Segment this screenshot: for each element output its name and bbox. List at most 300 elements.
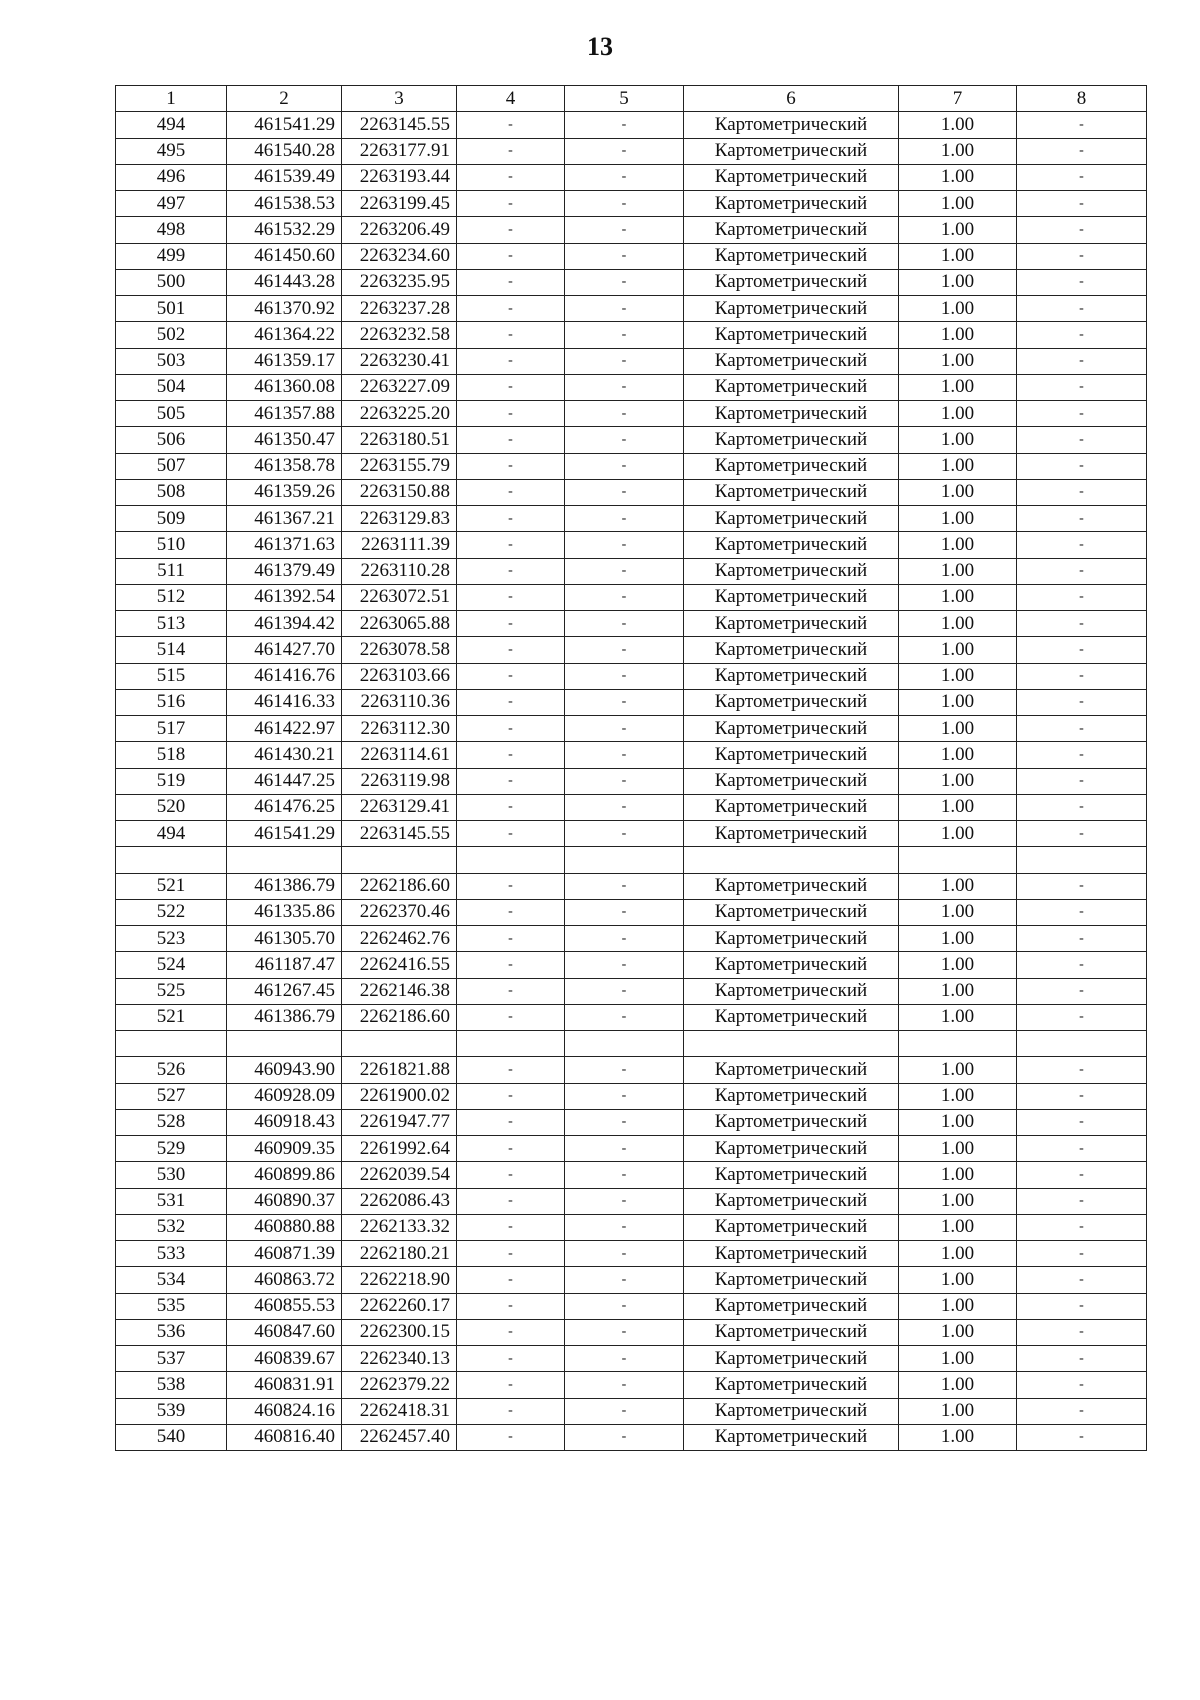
group-separator-row (116, 847, 1147, 873)
column-5-cell: - (565, 584, 684, 610)
column-4-cell: - (457, 138, 565, 164)
method-cell: Картометрический (684, 1267, 899, 1293)
column-4-cell: - (457, 269, 565, 295)
column-5-cell: - (565, 821, 684, 847)
table-row (116, 112, 1147, 138)
column-4-cell: - (457, 978, 565, 1004)
column-8-cell: - (1017, 1057, 1147, 1083)
column-5-cell: - (565, 348, 684, 374)
point-number-cell: 513 (116, 611, 227, 637)
column-8-cell: - (1017, 1398, 1147, 1424)
table-body (116, 86, 1147, 1451)
table-row (116, 611, 1147, 637)
accuracy-cell: 1.00 (899, 164, 1017, 190)
y-coordinate-cell: 2263112.30 (342, 716, 457, 742)
x-coordinate-cell: 461371.63 (227, 532, 342, 558)
x-coordinate-cell: 461532.29 (227, 217, 342, 243)
column-8-cell: - (1017, 742, 1147, 768)
empty-cell (1017, 847, 1147, 873)
method-cell: Картометрический (684, 453, 899, 479)
column-8-cell: - (1017, 374, 1147, 400)
method-cell: Картометрический (684, 926, 899, 952)
column-4-cell: - (457, 1346, 565, 1372)
empty-cell (227, 1031, 342, 1057)
method-cell: Картометрический (684, 1241, 899, 1267)
column-8-cell: - (1017, 1162, 1147, 1188)
column-5-cell: - (565, 663, 684, 689)
point-number-cell: 530 (116, 1162, 227, 1188)
y-coordinate-cell: 2263078.58 (342, 637, 457, 663)
accuracy-cell: 1.00 (899, 374, 1017, 400)
column-8-cell: - (1017, 1267, 1147, 1293)
point-number-cell: 509 (116, 506, 227, 532)
method-cell: Картометрический (684, 768, 899, 794)
column-5-cell: - (565, 768, 684, 794)
point-number-cell: 533 (116, 1241, 227, 1267)
accuracy-cell: 1.00 (899, 453, 1017, 479)
method-cell: Картометрический (684, 1398, 899, 1424)
x-coordinate-cell: 461427.70 (227, 637, 342, 663)
point-number-cell: 511 (116, 558, 227, 584)
x-coordinate-cell: 461305.70 (227, 926, 342, 952)
method-cell: Картометрический (684, 506, 899, 532)
point-number-cell: 518 (116, 742, 227, 768)
point-number-cell: 534 (116, 1267, 227, 1293)
column-8-cell: - (1017, 1241, 1147, 1267)
accuracy-cell: 1.00 (899, 663, 1017, 689)
column-8-cell: - (1017, 1372, 1147, 1398)
column-8-cell: - (1017, 348, 1147, 374)
column-5-cell: - (565, 742, 684, 768)
column-8-cell: - (1017, 191, 1147, 217)
point-number-cell: 535 (116, 1293, 227, 1319)
column-4-cell: - (457, 952, 565, 978)
column-5-cell: - (565, 1267, 684, 1293)
point-number-cell: 503 (116, 348, 227, 374)
point-number-cell: 500 (116, 269, 227, 295)
column-5-cell: - (565, 479, 684, 505)
x-coordinate-cell: 461443.28 (227, 269, 342, 295)
table-row (116, 1319, 1147, 1345)
header-cell: 8 (1017, 86, 1147, 112)
column-5-cell: - (565, 873, 684, 899)
y-coordinate-cell: 2261821.88 (342, 1057, 457, 1083)
column-5-cell: - (565, 1214, 684, 1240)
point-number-cell: 497 (116, 191, 227, 217)
y-coordinate-cell: 2262186.60 (342, 873, 457, 899)
method-cell: Картометрический (684, 637, 899, 663)
point-number-cell: 540 (116, 1424, 227, 1450)
column-8-cell: - (1017, 663, 1147, 689)
point-number-cell: 495 (116, 138, 227, 164)
column-5-cell: - (565, 794, 684, 820)
point-number-cell: 526 (116, 1057, 227, 1083)
column-8-cell: - (1017, 1214, 1147, 1240)
column-8-cell: - (1017, 611, 1147, 637)
column-5-cell: - (565, 401, 684, 427)
column-4-cell: - (457, 1162, 565, 1188)
column-8-cell: - (1017, 821, 1147, 847)
column-4-cell: - (457, 1267, 565, 1293)
accuracy-cell: 1.00 (899, 243, 1017, 269)
column-8-cell: - (1017, 873, 1147, 899)
x-coordinate-cell: 461541.29 (227, 112, 342, 138)
table-row (116, 899, 1147, 925)
column-4-cell: - (457, 1214, 565, 1240)
column-4-cell: - (457, 611, 565, 637)
table-row (116, 296, 1147, 322)
y-coordinate-cell: 2262133.32 (342, 1214, 457, 1240)
accuracy-cell: 1.00 (899, 716, 1017, 742)
table-row (116, 1293, 1147, 1319)
column-8-cell: - (1017, 427, 1147, 453)
accuracy-cell: 1.00 (899, 269, 1017, 295)
column-4-cell: - (457, 1424, 565, 1450)
y-coordinate-cell: 2263206.49 (342, 217, 457, 243)
x-coordinate-cell: 461394.42 (227, 611, 342, 637)
table-row (116, 558, 1147, 584)
column-5-cell: - (565, 506, 684, 532)
empty-cell (342, 1031, 457, 1057)
accuracy-cell: 1.00 (899, 1057, 1017, 1083)
column-5-cell: - (565, 164, 684, 190)
point-number-cell: 519 (116, 768, 227, 794)
x-coordinate-cell: 461416.33 (227, 689, 342, 715)
empty-cell (684, 847, 899, 873)
column-5-cell: - (565, 1346, 684, 1372)
point-number-cell: 539 (116, 1398, 227, 1424)
column-8-cell: - (1017, 558, 1147, 584)
y-coordinate-cell: 2263110.28 (342, 558, 457, 584)
accuracy-cell: 1.00 (899, 1398, 1017, 1424)
accuracy-cell: 1.00 (899, 1267, 1017, 1293)
column-5-cell: - (565, 1372, 684, 1398)
column-8-cell: - (1017, 637, 1147, 663)
table-row (116, 453, 1147, 479)
column-8-cell: - (1017, 689, 1147, 715)
x-coordinate-cell: 461364.22 (227, 322, 342, 348)
column-8-cell: - (1017, 1004, 1147, 1030)
table-row (116, 1214, 1147, 1240)
empty-cell (684, 1031, 899, 1057)
x-coordinate-cell: 461422.97 (227, 716, 342, 742)
point-number-cell: 528 (116, 1109, 227, 1135)
table-row (116, 821, 1147, 847)
column-8-cell: - (1017, 768, 1147, 794)
accuracy-cell: 1.00 (899, 506, 1017, 532)
method-cell: Картометрический (684, 794, 899, 820)
empty-cell (342, 847, 457, 873)
column-4-cell: - (457, 768, 565, 794)
point-number-cell: 501 (116, 296, 227, 322)
point-number-cell: 508 (116, 479, 227, 505)
method-cell: Картометрический (684, 1188, 899, 1214)
x-coordinate-cell: 460909.35 (227, 1136, 342, 1162)
table-row (116, 191, 1147, 217)
empty-cell (227, 847, 342, 873)
column-4-cell: - (457, 1057, 565, 1083)
point-number-cell: 520 (116, 794, 227, 820)
accuracy-cell: 1.00 (899, 401, 1017, 427)
column-4-cell: - (457, 427, 565, 453)
method-cell: Картометрический (684, 1346, 899, 1372)
table-row (116, 794, 1147, 820)
column-5-cell: - (565, 191, 684, 217)
x-coordinate-cell: 460928.09 (227, 1083, 342, 1109)
table-row (116, 584, 1147, 610)
accuracy-cell: 1.00 (899, 611, 1017, 637)
header-cell: 1 (116, 86, 227, 112)
table-row (116, 1241, 1147, 1267)
column-8-cell: - (1017, 479, 1147, 505)
method-cell: Картометрический (684, 1004, 899, 1030)
column-8-cell: - (1017, 716, 1147, 742)
column-8-cell: - (1017, 794, 1147, 820)
method-cell: Картометрический (684, 716, 899, 742)
accuracy-cell: 1.00 (899, 1083, 1017, 1109)
accuracy-cell: 1.00 (899, 558, 1017, 584)
y-coordinate-cell: 2262186.60 (342, 1004, 457, 1030)
column-4-cell: - (457, 112, 565, 138)
table-row (116, 1109, 1147, 1135)
method-cell: Картометрический (684, 1372, 899, 1398)
method-cell: Картометрический (684, 1214, 899, 1240)
accuracy-cell: 1.00 (899, 532, 1017, 558)
point-number-cell: 498 (116, 217, 227, 243)
x-coordinate-cell: 461538.53 (227, 191, 342, 217)
accuracy-cell: 1.00 (899, 899, 1017, 925)
column-4-cell: - (457, 794, 565, 820)
column-5-cell: - (565, 899, 684, 925)
table-row (116, 164, 1147, 190)
column-5-cell: - (565, 1319, 684, 1345)
method-cell: Картометрический (684, 558, 899, 584)
column-8-cell: - (1017, 217, 1147, 243)
column-8-cell: - (1017, 1319, 1147, 1345)
column-4-cell: - (457, 191, 565, 217)
column-4-cell: - (457, 558, 565, 584)
method-cell: Картометрический (684, 191, 899, 217)
column-5-cell: - (565, 1241, 684, 1267)
x-coordinate-cell: 460847.60 (227, 1319, 342, 1345)
point-number-cell: 496 (116, 164, 227, 190)
empty-cell (457, 847, 565, 873)
accuracy-cell: 1.00 (899, 348, 1017, 374)
column-4-cell: - (457, 821, 565, 847)
column-5-cell: - (565, 243, 684, 269)
y-coordinate-cell: 2262300.15 (342, 1319, 457, 1345)
column-4-cell: - (457, 1136, 565, 1162)
method-cell: Картометрический (684, 742, 899, 768)
point-number-cell: 506 (116, 427, 227, 453)
point-number-cell: 521 (116, 873, 227, 899)
column-5-cell: - (565, 1293, 684, 1319)
column-4-cell: - (457, 742, 565, 768)
x-coordinate-cell: 461358.78 (227, 453, 342, 479)
table-row (116, 1136, 1147, 1162)
x-coordinate-cell: 461367.21 (227, 506, 342, 532)
empty-cell (116, 847, 227, 873)
table-row (116, 138, 1147, 164)
column-5-cell: - (565, 269, 684, 295)
point-number-cell: 529 (116, 1136, 227, 1162)
accuracy-cell: 1.00 (899, 1372, 1017, 1398)
column-5-cell: - (565, 716, 684, 742)
x-coordinate-cell: 460918.43 (227, 1109, 342, 1135)
y-coordinate-cell: 2263119.98 (342, 768, 457, 794)
column-8-cell: - (1017, 269, 1147, 295)
header-cell: 4 (457, 86, 565, 112)
y-coordinate-cell: 2263234.60 (342, 243, 457, 269)
method-cell: Картометрический (684, 1162, 899, 1188)
y-coordinate-cell: 2262260.17 (342, 1293, 457, 1319)
y-coordinate-cell: 2263180.51 (342, 427, 457, 453)
column-8-cell: - (1017, 1188, 1147, 1214)
header-cell: 3 (342, 86, 457, 112)
x-coordinate-cell: 461370.92 (227, 296, 342, 322)
point-number-cell: 514 (116, 637, 227, 663)
x-coordinate-cell: 460839.67 (227, 1346, 342, 1372)
table-row (116, 663, 1147, 689)
method-cell: Картометрический (684, 164, 899, 190)
column-5-cell: - (565, 1083, 684, 1109)
method-cell: Картометрический (684, 1083, 899, 1109)
x-coordinate-cell: 460816.40 (227, 1424, 342, 1450)
accuracy-cell: 1.00 (899, 1346, 1017, 1372)
column-4-cell: - (457, 1004, 565, 1030)
column-5-cell: - (565, 322, 684, 348)
column-8-cell: - (1017, 1346, 1147, 1372)
column-8-cell: - (1017, 322, 1147, 348)
y-coordinate-cell: 2263111.39 (342, 532, 457, 558)
accuracy-cell: 1.00 (899, 952, 1017, 978)
x-coordinate-cell: 461541.29 (227, 821, 342, 847)
table-row (116, 926, 1147, 952)
accuracy-cell: 1.00 (899, 978, 1017, 1004)
point-number-cell: 499 (116, 243, 227, 269)
x-coordinate-cell: 461430.21 (227, 742, 342, 768)
y-coordinate-cell: 2263230.41 (342, 348, 457, 374)
column-5-cell: - (565, 532, 684, 558)
x-coordinate-cell: 460899.86 (227, 1162, 342, 1188)
method-cell: Картометрический (684, 873, 899, 899)
method-cell: Картометрический (684, 296, 899, 322)
column-4-cell: - (457, 584, 565, 610)
column-4-cell: - (457, 873, 565, 899)
point-number-cell: 522 (116, 899, 227, 925)
point-number-cell: 512 (116, 584, 227, 610)
column-5-cell: - (565, 1004, 684, 1030)
column-4-cell: - (457, 243, 565, 269)
point-number-cell: 504 (116, 374, 227, 400)
column-8-cell: - (1017, 1293, 1147, 1319)
point-number-cell: 538 (116, 1372, 227, 1398)
y-coordinate-cell: 2262370.46 (342, 899, 457, 925)
y-coordinate-cell: 2262086.43 (342, 1188, 457, 1214)
column-5-cell: - (565, 611, 684, 637)
accuracy-cell: 1.00 (899, 1214, 1017, 1240)
accuracy-cell: 1.00 (899, 191, 1017, 217)
table-row (116, 374, 1147, 400)
table-row (116, 1162, 1147, 1188)
column-5-cell: - (565, 978, 684, 1004)
y-coordinate-cell: 2263103.66 (342, 663, 457, 689)
x-coordinate-cell: 460831.91 (227, 1372, 342, 1398)
table-row (116, 1372, 1147, 1398)
column-8-cell: - (1017, 1136, 1147, 1162)
column-4-cell: - (457, 453, 565, 479)
point-number-cell: 502 (116, 322, 227, 348)
x-coordinate-cell: 461359.17 (227, 348, 342, 374)
accuracy-cell: 1.00 (899, 1109, 1017, 1135)
method-cell: Картометрический (684, 689, 899, 715)
method-cell: Картометрический (684, 427, 899, 453)
point-number-cell: 527 (116, 1083, 227, 1109)
method-cell: Картометрический (684, 112, 899, 138)
column-8-cell: - (1017, 1109, 1147, 1135)
method-cell: Картометрический (684, 348, 899, 374)
table-row (116, 1398, 1147, 1424)
accuracy-cell: 1.00 (899, 1136, 1017, 1162)
x-coordinate-cell: 460890.37 (227, 1188, 342, 1214)
accuracy-cell: 1.00 (899, 138, 1017, 164)
column-5-cell: - (565, 1109, 684, 1135)
table-row (116, 532, 1147, 558)
column-4-cell: - (457, 1319, 565, 1345)
column-4-cell: - (457, 1083, 565, 1109)
accuracy-cell: 1.00 (899, 1424, 1017, 1450)
accuracy-cell: 1.00 (899, 1293, 1017, 1319)
x-coordinate-cell: 461386.79 (227, 1004, 342, 1030)
column-8-cell: - (1017, 899, 1147, 925)
method-cell: Картометрический (684, 663, 899, 689)
column-5-cell: - (565, 1162, 684, 1188)
table-row (116, 217, 1147, 243)
y-coordinate-cell: 2263145.55 (342, 821, 457, 847)
column-8-cell: - (1017, 926, 1147, 952)
table-row (116, 348, 1147, 374)
y-coordinate-cell: 2262457.40 (342, 1424, 457, 1450)
accuracy-cell: 1.00 (899, 584, 1017, 610)
column-4-cell: - (457, 663, 565, 689)
empty-cell (565, 1031, 684, 1057)
y-coordinate-cell: 2262416.55 (342, 952, 457, 978)
point-number-cell: 505 (116, 401, 227, 427)
table-row (116, 427, 1147, 453)
method-cell: Картометрический (684, 138, 899, 164)
table-row (116, 506, 1147, 532)
y-coordinate-cell: 2263114.61 (342, 742, 457, 768)
point-number-cell: 494 (116, 821, 227, 847)
column-5-cell: - (565, 952, 684, 978)
point-number-cell: 525 (116, 978, 227, 1004)
coordinates-table (115, 85, 1147, 1451)
point-number-cell: 510 (116, 532, 227, 558)
y-coordinate-cell: 2263227.09 (342, 374, 457, 400)
accuracy-cell: 1.00 (899, 1004, 1017, 1030)
table-row (116, 716, 1147, 742)
method-cell: Картометрический (684, 269, 899, 295)
column-5-cell: - (565, 217, 684, 243)
x-coordinate-cell: 460855.53 (227, 1293, 342, 1319)
column-5-cell: - (565, 637, 684, 663)
column-5-cell: - (565, 1057, 684, 1083)
method-cell: Картометрический (684, 532, 899, 558)
accuracy-cell: 1.00 (899, 322, 1017, 348)
table-row (116, 1004, 1147, 1030)
x-coordinate-cell: 460943.90 (227, 1057, 342, 1083)
column-5-cell: - (565, 558, 684, 584)
